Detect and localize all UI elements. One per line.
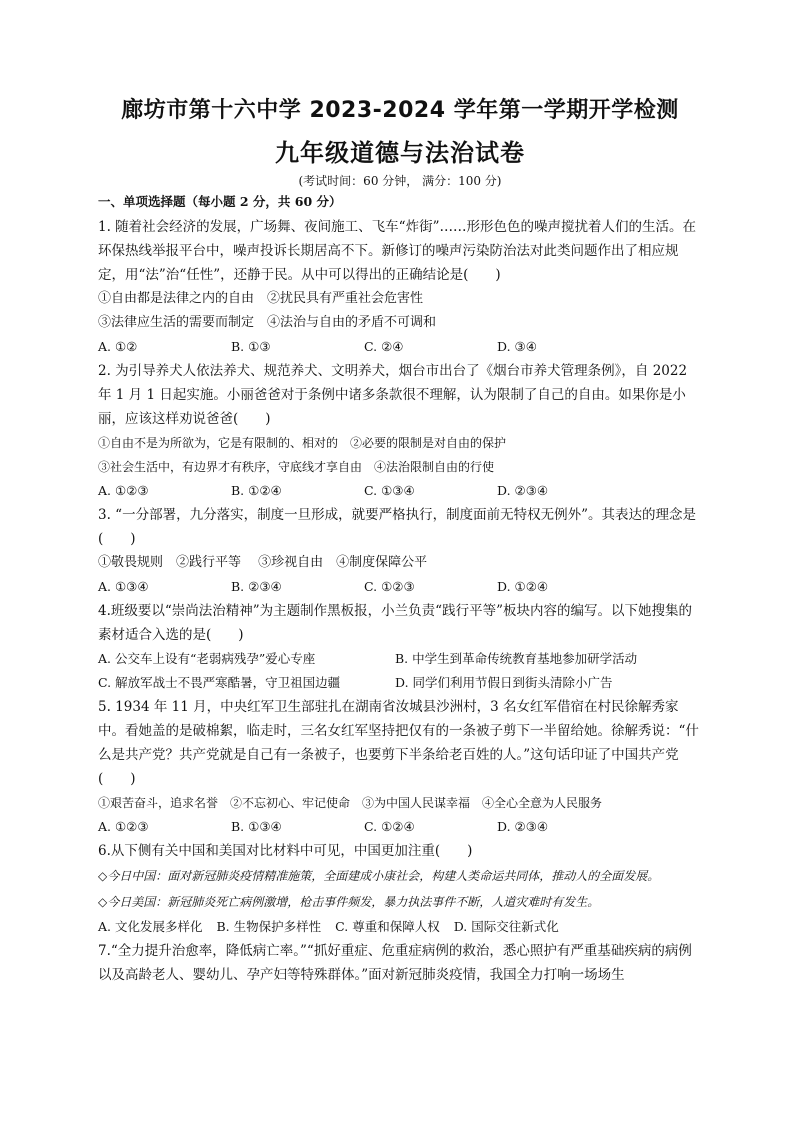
option-c[interactable]: C. ①②③ <box>364 579 415 594</box>
option-d[interactable]: D. 国际交往新式化 <box>453 919 559 934</box>
question-2-options <box>98 479 702 503</box>
option-d[interactable]: D. ①②④ <box>497 579 549 594</box>
question-5-options <box>98 815 702 839</box>
question-1-options <box>98 335 702 359</box>
question-6-material-china: ◇今日中国：面对新冠肺炎疫情精准施策，全面建成小康社会，构建人类命运共同体，推动人的全面发展。 <box>98 869 660 883</box>
question-2-statement-line-1: ①自由不是为所欲为，它是有限制的、相对的 ②必要的限制是对自由的保护 <box>98 436 507 450</box>
question-3-statement-line-1: ①敬畏规则 ②践行平等 ③珍视自由 ④制度保障公平 <box>98 555 428 570</box>
option-c[interactable]: C. ①②④ <box>364 819 415 834</box>
question-4-options-row-2 <box>98 671 702 695</box>
option-a[interactable]: A. ①②③ <box>98 483 149 498</box>
question-6 <box>98 839 702 939</box>
question-1 <box>98 215 702 359</box>
section-heading: 一、单项选择题（每小题 2 分，共 60 分） <box>98 194 342 209</box>
exam-subtitle: (考试时间：60 分钟， 满分：100 分) <box>298 174 502 188</box>
option-c[interactable]: C. 解放军战士不畏严寒酷暑，守卫祖国边疆 <box>98 675 341 690</box>
question-3-options <box>98 575 702 599</box>
option-a[interactable]: A. ①②③ <box>98 819 149 834</box>
option-a[interactable]: A. ①② <box>98 339 138 354</box>
option-b[interactable]: B. 生物保护多样性 <box>216 919 322 934</box>
option-d[interactable]: D. ③④ <box>497 339 537 354</box>
question-4-stem: 4.班级要以“崇尚法治精神”为主题制作黑板报，小兰负责“践行平等”板块内容的编写。以下她搜集的素材适合入选的是( ) <box>98 603 692 643</box>
question-1-statement-line-1: ①自由都是法律之内的自由 ②扰民具有严重社会危害性 <box>98 291 424 306</box>
question-6-material-usa: ◇今日美国：新冠肺炎死亡病例激增，枪击事件频发，暴力执法事件不断，人道灾难时有发生。 <box>98 895 600 909</box>
question-7 <box>98 939 702 987</box>
option-d[interactable]: D. ②③④ <box>497 819 549 834</box>
option-d[interactable]: D. ②③④ <box>497 483 549 498</box>
option-b[interactable]: B. ①③④ <box>231 819 282 834</box>
option-b[interactable]: B. ②③④ <box>231 579 282 594</box>
option-a[interactable]: A. 公交车上设有“老弱病残孕”爱心专座 <box>98 651 316 666</box>
question-4 <box>98 599 702 695</box>
exam-title-subject: 九年级道德与法治试卷 <box>275 139 525 167</box>
question-2 <box>98 359 702 503</box>
question-5-stem: 5. 1934 年 11 月，中央红军卫生部驻扎在湖南省汝城县沙洲村，3 名女红军借宿在村民徐解秀家中。看她盖的是破棉絮，临走时，三名女红军坚持把仅有的一条被子剪下一半留给她。徐解秀说：“什么是共产党？共产党就是自己有一条被子，也要剪下半条给老百姓的人。”这句话印证了中国共产党( ) <box>98 699 699 787</box>
question-6-stem: 6.从下侧有关中国和美国对比材料中可见，中国更加注重( ) <box>98 843 473 859</box>
question-5-statement-line-1: ①艰苦奋斗，追求名誉 ②不忘初心、牢记使命 ③为中国人民谋幸福 ④全心全意为人民服务 <box>98 796 603 810</box>
option-b[interactable]: B. ①②④ <box>231 483 282 498</box>
option-c[interactable]: C. ①③④ <box>364 483 415 498</box>
option-b[interactable]: B. ①③ <box>231 339 271 354</box>
question-1-statement-line-2: ③法律应生活的需要而制定 ④法治与自由的矛盾不可调和 <box>98 315 437 330</box>
question-6-options <box>98 915 702 939</box>
question-4-options-row-1 <box>98 647 702 671</box>
option-c[interactable]: C. ②④ <box>364 339 404 354</box>
question-7-stem: 7.“全力提升治愈率，降低病亡率。”“抓好重症、危重症病例的救治，悉心照护有严重基础疾病的病例以及高龄老人、婴幼儿、孕产妇等特殊群体。”面对新冠肺炎疫情，我国全力打响一场场生 <box>98 943 692 983</box>
option-b[interactable]: B. 中学生到革命传统教育基地参加研学活动 <box>395 651 638 666</box>
question-3-stem: 3. “一分部署，九分落实，制度一旦形成，就要严格执行，制度面前无特权无例外”。其表达的理念是( ) <box>98 507 696 547</box>
option-a[interactable]: A. ①③④ <box>98 579 149 594</box>
option-a[interactable]: A. 文化发展多样化 <box>98 919 203 934</box>
option-c[interactable]: C. 尊重和保障人权 <box>335 919 440 934</box>
question-2-stem: 2. 为引导养犬人依法养犬、规范养犬、文明养犬，烟台市出台了《烟台市养犬管理条例》，自 2022 年 1 月 1 日起实施。小丽爸爸对于条例中诸多条款很不理解，认为限制了自己的自由。如果你是小丽，应该这样劝说爸爸( ) <box>98 363 688 427</box>
question-3 <box>98 503 702 599</box>
question-5 <box>98 695 702 839</box>
question-2-statement-line-2: ③社会生活中，有边界才有秩序，守底线才享自由 ④法治限制自由的行使 <box>98 460 495 474</box>
option-d[interactable]: D. 同学们利用节假日到街头清除小广告 <box>395 675 613 690</box>
exam-title-school: 廊坊市第十六中学 2023-2024 学年第一学期开学检测 <box>121 98 679 123</box>
question-1-stem: 1. 随着社会经济的发展，广场舞、夜间施工、飞车“炸街”……形形色色的噪声搅扰着人们的生活。在环保热线举报平台中，噪声投诉长期居高不下。新修订的噪声污染防治法对此类问题作出了相应规定，用“法”治“任性”，还静于民。从中可以得出的正确结论是( ) <box>98 219 696 283</box>
